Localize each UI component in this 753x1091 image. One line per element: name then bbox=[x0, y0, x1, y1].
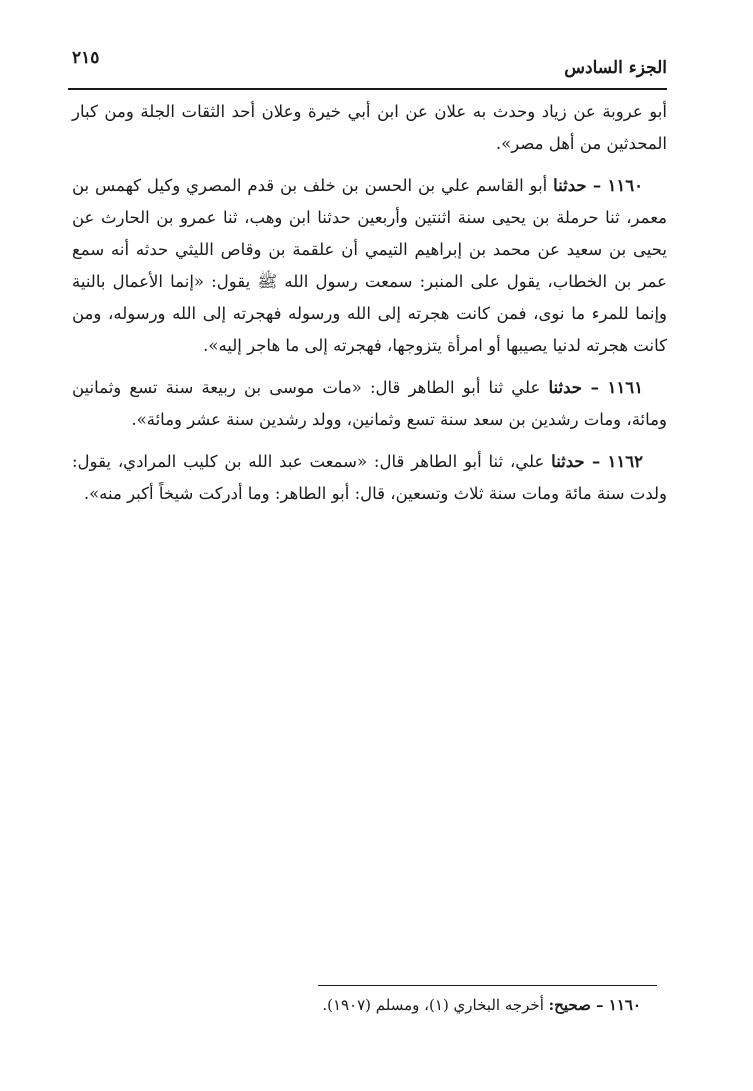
body-text bbox=[72, 96, 667, 520]
hadith-number: ١١٦٢ bbox=[607, 452, 643, 471]
hadith-text: علي، ثنا أبو الطاهر قال: «سمعت عبد الله بن كليب المرادي، يقول: ولدت سنة مائة ومات سنة ثلاث وتسعين، قال: أبو الطاهر: وما أدركت شيخاً أكبر منه». bbox=[72, 452, 667, 503]
hadith-text: علي ثنا أبو الطاهر قال: «مات موسى بن ربيعة سنة تسع وثمانين ومائة، ومات رشدين بن سعد سنة تسع وثمانين، وولد رشدين سنة عشر ومائة». bbox=[72, 378, 667, 429]
footnote-number: ١١٦٠ bbox=[608, 996, 641, 1014]
page-header bbox=[68, 46, 667, 90]
hadith-text: أبو القاسم علي بن الحسن بن خلف بن قدم المصري وكيل كهمس بن معمر، ثنا حرملة بن يحيى سنة اثنتين وأربعين حدثنا ابن وهب، ثنا عمرو بن الحارث عن يحيى بن سعيد عن محمد بن إبراهيم التيمي أن علقمة بن وقاص الليثي حدثه أنه سمع عمر بن الخطاب، يقول على المنبر: سمعت رسول الله ﷺ يقول: «إنما الأعمال بالنية وإنما للمرء ما نوى، فمن كانت هجرته إلى الله ورسوله فهجرته إلى الله ورسوله، ومن كانت هجرته لدنيا يصيبها أو امرأة يتزوجها، فهجرته إلى ما هاجر إليه». bbox=[72, 176, 667, 355]
hadith-1162 bbox=[72, 446, 667, 510]
page-number: ٢١٥ bbox=[72, 48, 100, 68]
hadith-1161 bbox=[72, 372, 667, 436]
continuation-paragraph: أبو عروبة عن زياد وحدث به علان عن ابن أبي خيرة وعلان أحد الثقات الجلة ومن كبار المحدثين من أهل مصر». bbox=[72, 102, 667, 153]
footnote-text: أخرجه البخاري (١)، ومسلم (١٩٠٧). bbox=[322, 996, 549, 1014]
hadith-number: ١١٦٠ bbox=[607, 176, 643, 195]
hadith-1160 bbox=[72, 170, 667, 362]
hadith-dash: – bbox=[586, 176, 608, 195]
footnote-dash: – bbox=[590, 996, 609, 1014]
footnote-label: صحيح: bbox=[548, 996, 591, 1014]
hadith-lead: حدثنا bbox=[548, 378, 582, 397]
footnote bbox=[72, 992, 667, 1018]
hadith-dash: – bbox=[581, 378, 608, 397]
running-title: الجزء السادس bbox=[564, 58, 667, 78]
hadith-lead: حدثنا bbox=[553, 176, 587, 195]
footnote-separator bbox=[318, 985, 657, 986]
hadith-number: ١١٦١ bbox=[607, 378, 643, 397]
hadith-dash: – bbox=[584, 452, 608, 471]
hadith-lead: حدثنا bbox=[551, 452, 585, 471]
